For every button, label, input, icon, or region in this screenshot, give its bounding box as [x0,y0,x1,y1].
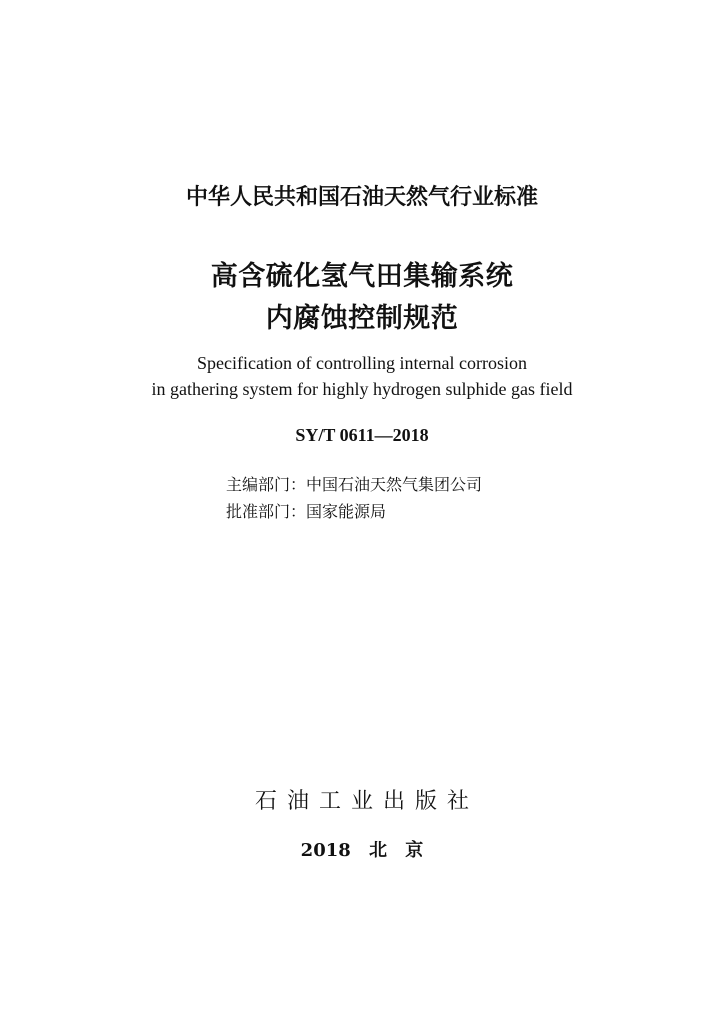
standard-code: SY/T 0611—2018 [295,425,429,445]
approving-department: 批准部门：国家能源局 [226,502,387,521]
title-cn-line-1: 高含硫化氢气田集输系统 [210,261,514,292]
imprint-year-place: 2018 北 京 [300,840,424,861]
title-en-line-1: Specification of controlling internal corrosion [197,353,527,373]
publisher-name: 石油工业出版社 [254,789,479,814]
editing-department: 主编部门：中国石油天然气集团公司 [226,475,483,494]
title-cn-line-2: 内腐蚀控制规范 [265,303,459,334]
title-en-line-2: in gathering system for highly hydrogen sulphide gas field [151,379,573,399]
industry-standard-heading: 中华人民共和国石油天然气行业标准 [185,185,538,210]
